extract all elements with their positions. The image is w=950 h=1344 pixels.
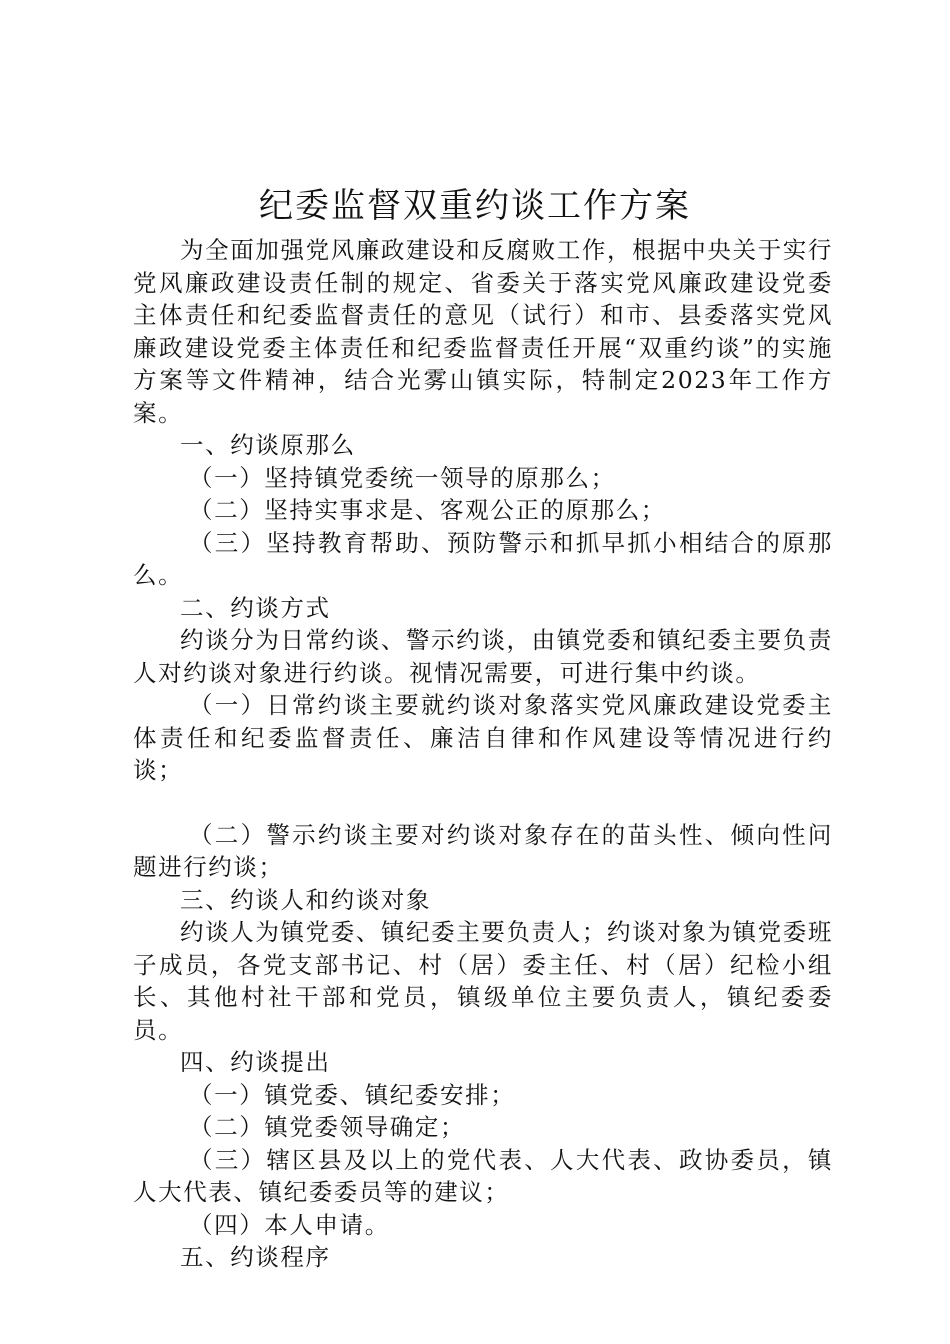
body-paragraph: 约谈人为镇党委、镇纪委主要负责人；约谈对象为镇党委班子成员，各党支部书记、村（居）委主任、村（居）纪检小组长、其他村社干部和党员，镇级单位主要负责人，镇纪委委员。 (133, 918, 833, 1044)
list-item: （三）坚持教育帮助、预防警示和抓早抓小相结合的原那么。 (133, 528, 833, 589)
body-paragraph: 约谈分为日常约谈、警示约谈，由镇党委和镇纪委主要负责人对约谈对象进行约谈。视情况需要，可进行集中约谈。 (133, 626, 833, 687)
list-item: （一）镇党委、镇纪委安排； (189, 1080, 516, 1109)
document-title: 纪委监督双重约谈工作方案 (259, 186, 691, 226)
document-body (133, 234, 833, 1274)
list-item: （二）警示约谈主要对约谈对象存在的苗头性、倾向性问题进行约谈； (133, 820, 833, 881)
list-item: （四）本人申请。 (189, 1210, 390, 1239)
section-heading-1: 一、约谈原那么 (180, 431, 356, 459)
section-heading-2: 二、约谈方式 (180, 593, 331, 622)
list-item: （一）坚持镇党委统一领导的原那么； (189, 463, 616, 492)
list-item: （二）坚持实事求是、客观公正的原那么； (189, 496, 666, 524)
section-heading-3: 三、约谈人和约谈对象 (180, 885, 431, 914)
list-item: （二）镇党委领导确定； (189, 1113, 466, 1141)
section-heading-5: 五、约谈程序 (180, 1243, 331, 1271)
section-heading-4: 四、约谈提出 (180, 1048, 331, 1076)
list-item: （三）辖区县及以上的党代表、人大代表、政协委员，镇人大代表、镇纪委委员等的建议； (133, 1145, 833, 1206)
list-item: （一）日常约谈主要就约谈对象落实党风廉政建设党委主体责任和纪委监督责任、廉洁自律和作风建设等情况进行约谈； (133, 691, 833, 784)
intro-paragraph: 为全面加强党风廉政建设和反腐败工作，根据中央关于实行党风廉政建设责任制的规定、省委关于落实党风廉政建设党委主体责任和纪委监督责任的意见（试行）和市、县委落实党风廉政建设党委主体责任和纪委监督责任开展“双重约谈”的实施方案等文件精神，结合光雾山镇实际，特制定2023年工作方案。 (133, 236, 833, 427)
